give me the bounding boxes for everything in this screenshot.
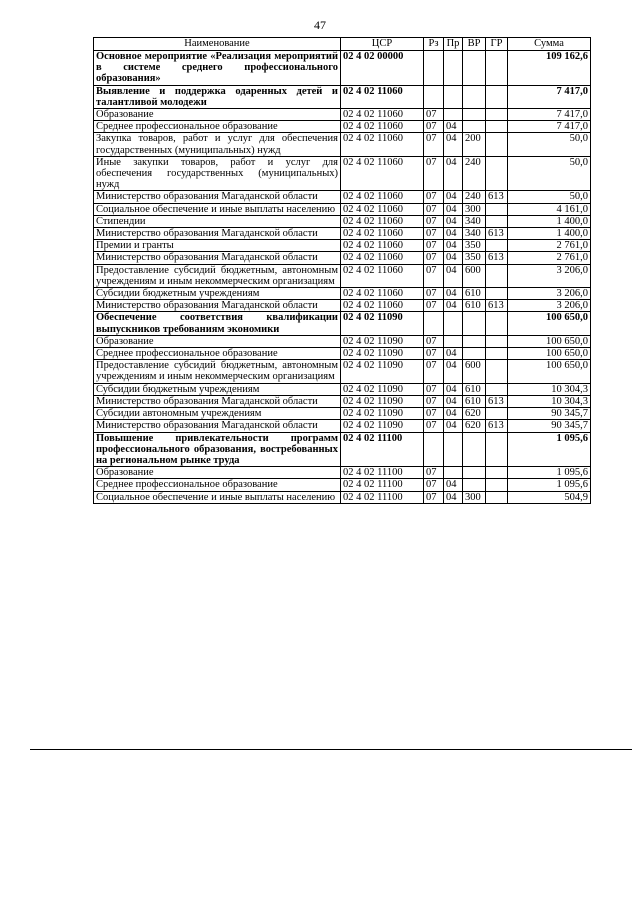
cell-gr: 613	[486, 395, 508, 407]
cell-rz	[424, 51, 444, 86]
cell-gr	[486, 491, 508, 503]
cell-csr: 02 4 02 11060	[341, 121, 424, 133]
cell-vr: 620	[463, 420, 486, 432]
header-rz: Рз	[424, 38, 444, 51]
cell-csr: 02 4 02 11090	[341, 312, 424, 335]
cell-csr: 02 4 02 11090	[341, 335, 424, 347]
table-row	[94, 348, 591, 360]
cell-pr: 04	[444, 228, 463, 240]
cell-gr	[486, 203, 508, 215]
cell-gr	[486, 360, 508, 383]
cell-rz: 07	[424, 395, 444, 407]
cell-csr: 02 4 02 11060	[341, 288, 424, 300]
cell-gr	[486, 133, 508, 156]
cell-sum: 7 417,0	[508, 121, 591, 133]
table-row	[94, 264, 591, 287]
cell-rz: 07	[424, 215, 444, 227]
cell-sum: 100 650,0	[508, 312, 591, 335]
cell-rz: 07	[424, 133, 444, 156]
cell-pr	[444, 85, 463, 108]
cell-csr: 02 4 02 11090	[341, 383, 424, 395]
cell-rz: 07	[424, 240, 444, 252]
cell-sum: 1 095,6	[508, 479, 591, 491]
cell-vr	[463, 479, 486, 491]
cell-gr	[486, 215, 508, 227]
cell-gr	[486, 383, 508, 395]
cell-vr	[463, 335, 486, 347]
cell-rz: 07	[424, 408, 444, 420]
cell-sum: 50,0	[508, 133, 591, 156]
table-row	[94, 121, 591, 133]
cell-csr: 02 4 02 11060	[341, 240, 424, 252]
cell-csr: 02 4 02 11090	[341, 395, 424, 407]
cell-gr	[486, 109, 508, 121]
cell-vr	[463, 121, 486, 133]
cell-pr: 04	[444, 300, 463, 312]
cell-rz: 07	[424, 264, 444, 287]
table-row	[94, 133, 591, 156]
cell-rz: 07	[424, 491, 444, 503]
cell-rz	[424, 85, 444, 108]
cell-rz: 07	[424, 467, 444, 479]
cell-rz: 07	[424, 191, 444, 203]
cell-rz: 07	[424, 288, 444, 300]
table-row	[94, 395, 591, 407]
table-row	[94, 408, 591, 420]
cell-sum: 90 345,7	[508, 420, 591, 432]
cell-csr: 02 4 02 11060	[341, 215, 424, 227]
cell-pr: 04	[444, 383, 463, 395]
table-row	[94, 300, 591, 312]
cell-pr: 04	[444, 360, 463, 383]
cell-vr: 350	[463, 240, 486, 252]
cell-pr	[444, 109, 463, 121]
cell-sum: 1 095,6	[508, 432, 591, 467]
cell-vr: 200	[463, 133, 486, 156]
cell-gr	[486, 264, 508, 287]
page-number: 47	[314, 18, 326, 32]
cell-name: Субсидии бюджетным учреждениям	[94, 288, 341, 300]
cell-gr	[486, 312, 508, 335]
cell-gr: 613	[486, 420, 508, 432]
table-row	[94, 420, 591, 432]
cell-name: Стипендии	[94, 215, 341, 227]
cell-sum: 4 161,0	[508, 203, 591, 215]
cell-csr: 02 4 02 11100	[341, 432, 424, 467]
cell-vr: 610	[463, 383, 486, 395]
table-row	[94, 432, 591, 467]
cell-rz: 07	[424, 383, 444, 395]
table-row	[94, 360, 591, 383]
cell-pr: 04	[444, 264, 463, 287]
table-row	[94, 312, 591, 335]
cell-csr: 02 4 02 11060	[341, 191, 424, 203]
cell-vr: 350	[463, 252, 486, 264]
cell-sum: 100 650,0	[508, 348, 591, 360]
cell-pr	[444, 432, 463, 467]
cell-sum: 109 162,6	[508, 51, 591, 86]
cell-name: Среднее профессиональное образование	[94, 121, 341, 133]
cell-vr: 340	[463, 228, 486, 240]
cell-sum: 1 095,6	[508, 467, 591, 479]
cell-rz	[424, 312, 444, 335]
cell-csr: 02 4 02 11060	[341, 156, 424, 191]
cell-gr	[486, 479, 508, 491]
cell-name: Субсидии автономным учреждениям	[94, 408, 341, 420]
cell-vr: 600	[463, 360, 486, 383]
cell-gr	[486, 85, 508, 108]
cell-sum: 100 650,0	[508, 335, 591, 347]
cell-gr	[486, 121, 508, 133]
table-row	[94, 467, 591, 479]
cell-pr: 04	[444, 240, 463, 252]
cell-name: Министерство образования Магаданской области	[94, 191, 341, 203]
cell-rz: 07	[424, 348, 444, 360]
cell-sum: 90 345,7	[508, 408, 591, 420]
budget-table	[93, 37, 591, 504]
cell-sum: 3 206,0	[508, 264, 591, 287]
cell-name: Министерство образования Магаданской области	[94, 228, 341, 240]
cell-csr: 02 4 02 11060	[341, 228, 424, 240]
cell-csr: 02 4 02 11100	[341, 491, 424, 503]
cell-vr: 610	[463, 288, 486, 300]
cell-pr: 04	[444, 395, 463, 407]
cell-vr: 600	[463, 264, 486, 287]
cell-gr: 613	[486, 300, 508, 312]
table-row	[94, 203, 591, 215]
cell-name: Социальное обеспечение и иные выплаты населению	[94, 203, 341, 215]
cell-sum: 100 650,0	[508, 360, 591, 383]
header-sum: Сумма	[508, 38, 591, 51]
cell-pr: 04	[444, 156, 463, 191]
table-row	[94, 85, 591, 108]
cell-name: Министерство образования Магаданской области	[94, 395, 341, 407]
cell-sum: 1 400,0	[508, 228, 591, 240]
header-csr: ЦСР	[341, 38, 424, 51]
cell-gr	[486, 288, 508, 300]
table-row	[94, 191, 591, 203]
bottom-rule	[30, 749, 632, 750]
table-row	[94, 51, 591, 86]
cell-vr: 620	[463, 408, 486, 420]
cell-name: Предоставление субсидий бюджетным, автономным учреждениям и иным некоммерческим организациям	[94, 264, 341, 287]
cell-sum: 50,0	[508, 156, 591, 191]
cell-csr: 02 4 02 11060	[341, 252, 424, 264]
cell-rz: 07	[424, 335, 444, 347]
table-row	[94, 252, 591, 264]
cell-name: Образование	[94, 335, 341, 347]
cell-csr: 02 4 02 11060	[341, 203, 424, 215]
cell-sum: 7 417,0	[508, 109, 591, 121]
cell-vr	[463, 348, 486, 360]
cell-name: Среднее профессиональное образование	[94, 348, 341, 360]
table-row	[94, 240, 591, 252]
cell-vr: 240	[463, 156, 486, 191]
cell-rz	[424, 432, 444, 467]
cell-gr: 613	[486, 252, 508, 264]
table-row	[94, 491, 591, 503]
cell-pr	[444, 335, 463, 347]
cell-name: Основное мероприятие «Реализация мероприятий в системе среднего профессионального образования»	[94, 51, 341, 86]
cell-gr	[486, 467, 508, 479]
cell-vr: 300	[463, 491, 486, 503]
cell-sum: 3 206,0	[508, 300, 591, 312]
cell-vr: 240	[463, 191, 486, 203]
cell-rz: 07	[424, 252, 444, 264]
table-row	[94, 479, 591, 491]
cell-csr: 02 4 02 11090	[341, 420, 424, 432]
table-row	[94, 215, 591, 227]
cell-sum: 10 304,3	[508, 395, 591, 407]
cell-pr: 04	[444, 252, 463, 264]
cell-vr	[463, 109, 486, 121]
header-name: Наименование	[94, 38, 341, 51]
cell-name: Иные закупки товаров, работ и услуг для обеспечения государственных (муниципальных) нужд	[94, 156, 341, 191]
cell-sum: 504,9	[508, 491, 591, 503]
table-row	[94, 228, 591, 240]
cell-pr: 04	[444, 420, 463, 432]
cell-pr: 04	[444, 288, 463, 300]
cell-csr: 02 4 02 11100	[341, 479, 424, 491]
cell-vr	[463, 312, 486, 335]
cell-csr: 02 4 02 00000	[341, 51, 424, 86]
cell-gr	[486, 432, 508, 467]
cell-rz: 07	[424, 121, 444, 133]
cell-pr	[444, 312, 463, 335]
cell-rz: 07	[424, 203, 444, 215]
cell-csr: 02 4 02 11090	[341, 408, 424, 420]
cell-pr	[444, 51, 463, 86]
cell-csr: 02 4 02 11060	[341, 264, 424, 287]
cell-csr: 02 4 02 11060	[341, 300, 424, 312]
cell-gr	[486, 240, 508, 252]
cell-sum: 50,0	[508, 191, 591, 203]
cell-name: Выявление и поддержка одаренных детей и талантливой молодежи	[94, 85, 341, 108]
table-row	[94, 335, 591, 347]
cell-csr: 02 4 02 11060	[341, 133, 424, 156]
cell-vr	[463, 467, 486, 479]
cell-pr: 04	[444, 408, 463, 420]
cell-rz: 07	[424, 300, 444, 312]
header-pr: Пр	[444, 38, 463, 51]
cell-name: Премии и гранты	[94, 240, 341, 252]
cell-pr: 04	[444, 133, 463, 156]
cell-name: Образование	[94, 109, 341, 121]
cell-name: Предоставление субсидий бюджетным, автономным учреждениям и иным некоммерческим организациям	[94, 360, 341, 383]
table-row	[94, 288, 591, 300]
cell-name: Министерство образования Магаданской области	[94, 252, 341, 264]
cell-pr	[444, 467, 463, 479]
cell-rz: 07	[424, 156, 444, 191]
cell-pr: 04	[444, 348, 463, 360]
table-row	[94, 383, 591, 395]
cell-name: Повышение привлекательности программ профессионального образования, востребованных на региональном рынке труда	[94, 432, 341, 467]
cell-pr: 04	[444, 191, 463, 203]
cell-rz: 07	[424, 360, 444, 383]
cell-csr: 02 4 02 11100	[341, 467, 424, 479]
cell-sum: 2 761,0	[508, 252, 591, 264]
cell-name: Закупка товаров, работ и услуг для обеспечения государственных (муниципальных) нужд	[94, 133, 341, 156]
cell-vr	[463, 432, 486, 467]
table-header-row	[94, 38, 591, 51]
cell-sum: 3 206,0	[508, 288, 591, 300]
cell-rz: 07	[424, 228, 444, 240]
cell-sum: 1 400,0	[508, 215, 591, 227]
cell-rz: 07	[424, 420, 444, 432]
cell-vr	[463, 51, 486, 86]
cell-gr	[486, 408, 508, 420]
cell-pr: 04	[444, 121, 463, 133]
cell-gr	[486, 348, 508, 360]
cell-csr: 02 4 02 11090	[341, 348, 424, 360]
cell-gr	[486, 335, 508, 347]
cell-sum: 2 761,0	[508, 240, 591, 252]
cell-vr: 610	[463, 395, 486, 407]
cell-sum: 10 304,3	[508, 383, 591, 395]
cell-name: Министерство образования Магаданской области	[94, 420, 341, 432]
cell-vr: 300	[463, 203, 486, 215]
cell-csr: 02 4 02 11060	[341, 85, 424, 108]
cell-vr: 610	[463, 300, 486, 312]
cell-rz: 07	[424, 479, 444, 491]
cell-gr	[486, 156, 508, 191]
cell-gr: 613	[486, 228, 508, 240]
cell-gr: 613	[486, 191, 508, 203]
cell-name: Социальное обеспечение и иные выплаты населению	[94, 491, 341, 503]
cell-csr: 02 4 02 11090	[341, 360, 424, 383]
cell-vr	[463, 85, 486, 108]
cell-name: Образование	[94, 467, 341, 479]
cell-name: Среднее профессиональное образование	[94, 479, 341, 491]
cell-vr: 340	[463, 215, 486, 227]
cell-name: Субсидии бюджетным учреждениям	[94, 383, 341, 395]
header-vr: ВР	[463, 38, 486, 51]
cell-csr: 02 4 02 11060	[341, 109, 424, 121]
cell-pr: 04	[444, 215, 463, 227]
cell-sum: 7 417,0	[508, 85, 591, 108]
cell-pr: 04	[444, 479, 463, 491]
cell-rz: 07	[424, 109, 444, 121]
cell-pr: 04	[444, 203, 463, 215]
header-gr: ГР	[486, 38, 508, 51]
table-row	[94, 156, 591, 191]
cell-name: Обеспечение соответствия квалификации выпускников требованиям экономики	[94, 312, 341, 335]
table-row	[94, 109, 591, 121]
cell-gr	[486, 51, 508, 86]
cell-name: Министерство образования Магаданской области	[94, 300, 341, 312]
cell-pr: 04	[444, 491, 463, 503]
